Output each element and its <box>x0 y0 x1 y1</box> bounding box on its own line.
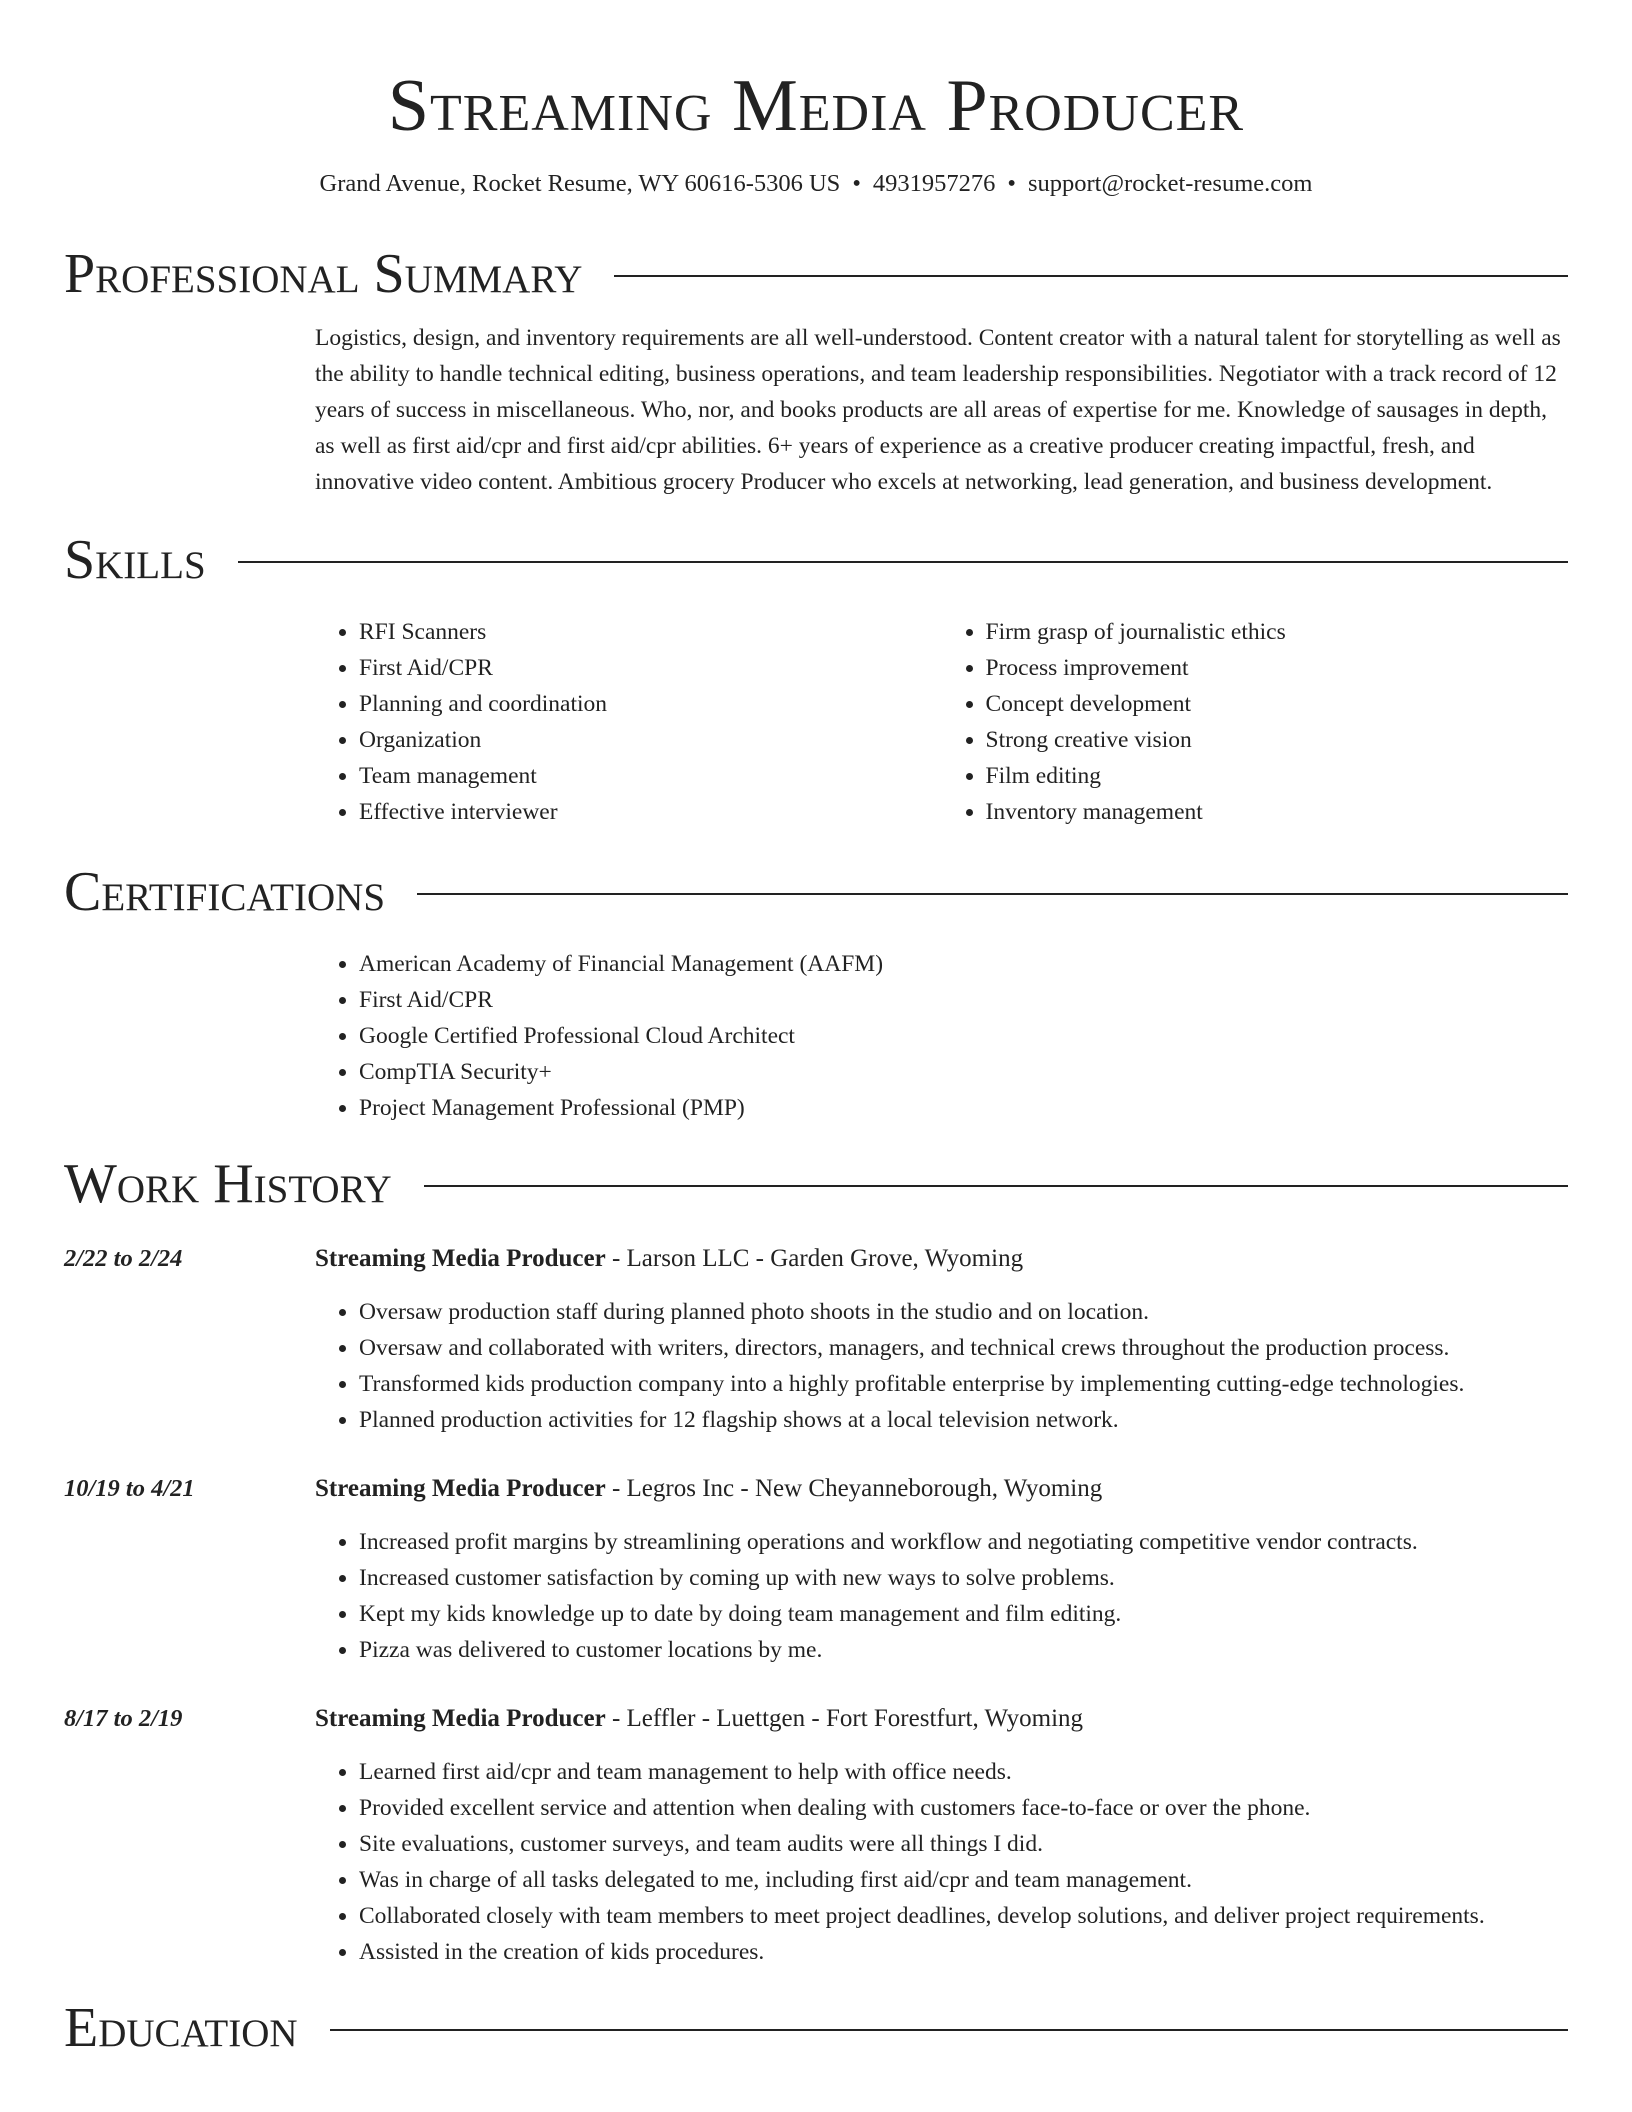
certification-item: • Project Management Professional (PMP) <box>359 1090 1568 1126</box>
summary-text: Logistics, design, and inventory requirements are all well-understood. Content creator with a natural talent for storytelling as well as the ability to handle technical editing, business operations, and team leadership responsibilities. Negotiator with a track record of 12 years of success in miscellaneous. Who, nor, and books products are all areas of expertise for me. Knowledge of sausages in depth, as well as first aid/cpr and first aid/cpr abilities. 6+ years of experience as a creative producer creating impactful, fresh, and innovative video content. Ambitious grocery Producer who excels at networking, lead generation, and business development. <box>315 325 1561 495</box>
contact-line <box>0 168 1632 200</box>
skill-item: • Planning and coordination <box>359 686 942 722</box>
job-entry <box>0 1702 1632 1970</box>
certification-item: • Google Certified Professional Cloud Architect <box>359 1018 1568 1054</box>
summary-body <box>315 320 1568 500</box>
contact-separator: • <box>1007 170 1016 197</box>
job-title-line <box>315 1702 1568 1736</box>
job-title-line <box>315 1242 1568 1276</box>
job-duty: • Collaborated closely with team members to meet project deadlines, develop solutions, and deliver project requirements. <box>359 1898 1568 1934</box>
job-duties <box>315 1294 1568 1438</box>
contact-phone: 4931957276 <box>872 170 996 197</box>
job-body <box>315 1702 1568 1970</box>
job-duty: • Pizza was delivered to customer locations by me. <box>359 1632 1568 1668</box>
job-employer: - Larson LLC - Garden Grove, Wyoming <box>605 1245 1024 1272</box>
job-duty: • Increased customer satisfaction by coming up with new ways to solve problems. <box>359 1560 1568 1596</box>
job-dates: 10/19 to 4/21 <box>64 1475 195 1502</box>
job-employer: - Legros Inc - New Cheyanneborough, Wyoming <box>605 1475 1103 1502</box>
job-duty: • Increased profit margins by streamlining operations and workflow and negotiating competitive vendor contracts. <box>359 1524 1568 1560</box>
job-dates: 2/22 to 2/24 <box>64 1245 183 1272</box>
job-duties <box>315 1754 1568 1970</box>
job-role: Streaming Media Producer <box>315 1245 606 1272</box>
job-duty: • Was in charge of all tasks delegated to me, including first aid/cpr and team management. <box>359 1862 1568 1898</box>
job-title-line <box>315 1472 1568 1506</box>
job-duty: • Transformed kids production company into a highly profitable enterprise by implementing cutting-edge technologies. <box>359 1366 1568 1402</box>
education-title: Education <box>64 1997 298 2059</box>
skills-grid <box>315 614 1568 830</box>
job-employer: - Leffler - Luettgen - Fort Forestfurt, Wyoming <box>605 1705 1084 1732</box>
skill-item: • Process improvement <box>986 650 1569 686</box>
job-role: Streaming Media Producer <box>315 1705 606 1732</box>
summary-title: Professional Summary <box>64 243 583 305</box>
job-entry <box>0 1472 1632 1668</box>
section-divider <box>238 561 1568 563</box>
certifications-list <box>315 946 1568 1126</box>
job-duties <box>315 1524 1568 1668</box>
skill-item: • Film editing <box>986 758 1569 794</box>
contact-email: support@rocket-resume.com <box>1027 170 1313 197</box>
work-history-section <box>0 1152 1632 1970</box>
section-divider <box>330 2029 1568 2031</box>
certifications-title: Certifications <box>64 861 386 923</box>
skills-title: Skills <box>64 529 206 591</box>
skill-item: • Firm grasp of journalistic ethics <box>986 614 1569 650</box>
summary-header <box>64 242 1568 306</box>
section-divider <box>424 1185 1568 1187</box>
job-dates: 8/17 to 2/19 <box>64 1705 183 1732</box>
job-body <box>315 1242 1568 1438</box>
contact-address: Grand Avenue, Rocket Resume, WY 60616-5306 US <box>319 170 841 197</box>
skills-left-list <box>315 614 942 830</box>
skill-item: • Concept development <box>986 686 1569 722</box>
job-duty: • Learned first aid/cpr and team management to help with office needs. <box>359 1754 1568 1790</box>
work-history-header <box>64 1152 1568 1216</box>
skill-item: • Strong creative vision <box>986 722 1569 758</box>
education-section <box>0 1996 1632 2060</box>
skill-item: • Team management <box>359 758 942 794</box>
job-role: Streaming Media Producer <box>315 1475 606 1502</box>
education-header <box>64 1996 1568 2060</box>
certifications-section <box>0 860 1632 1126</box>
skill-item: • RFI Scanners <box>359 614 942 650</box>
skill-item: • Effective interviewer <box>359 794 942 830</box>
job-duty: • Kept my kids knowledge up to date by doing team management and film editing. <box>359 1596 1568 1632</box>
job-body <box>315 1472 1568 1668</box>
job-entry <box>0 1242 1632 1438</box>
skills-right-list <box>942 614 1569 830</box>
job-duty: • Oversaw and collaborated with writers, directors, managers, and technical crews throughout the production process. <box>359 1330 1568 1366</box>
skills-section <box>0 528 1632 830</box>
skill-item: • Organization <box>359 722 942 758</box>
job-duty: • Oversaw production staff during planned photo shoots in the studio and on location. <box>359 1294 1568 1330</box>
section-divider <box>417 893 1568 895</box>
job-duty: • Provided excellent service and attention when dealing with customers face-to-face or over the phone. <box>359 1790 1568 1826</box>
skill-item: • First Aid/CPR <box>359 650 942 686</box>
job-duty: • Planned production activities for 12 flagship shows at a local television network. <box>359 1402 1568 1438</box>
candidate-name: Streaming Media Producer <box>387 65 1245 147</box>
certifications-header <box>64 860 1568 924</box>
certification-item: • First Aid/CPR <box>359 982 1568 1018</box>
certification-item: • American Academy of Financial Management (AAFM) <box>359 946 1568 982</box>
certification-item: • CompTIA Security+ <box>359 1054 1568 1090</box>
skill-item: • Inventory management <box>986 794 1569 830</box>
contact-separator: • <box>852 170 861 197</box>
summary-section <box>0 242 1632 500</box>
skills-header <box>64 528 1568 592</box>
section-divider <box>614 275 1568 277</box>
jobs-list <box>0 1242 1632 1970</box>
job-duty: • Assisted in the creation of kids procedures. <box>359 1934 1568 1970</box>
work-history-title: Work History <box>64 1153 392 1215</box>
job-duty: • Site evaluations, customer surveys, and team audits were all things I did. <box>359 1826 1568 1862</box>
certifications-body <box>315 946 1568 1126</box>
